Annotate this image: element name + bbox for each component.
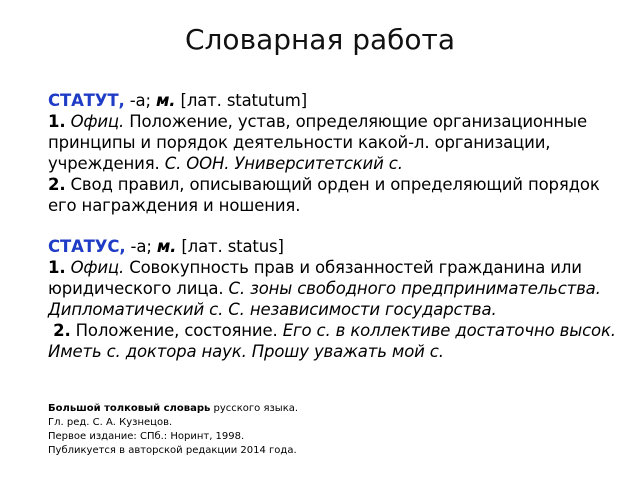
entry-header	[48, 236, 628, 257]
word-ending: -а;	[124, 91, 156, 110]
entry-header	[48, 90, 628, 111]
gender-mark: м.	[155, 91, 176, 110]
source-title: Большой толковый словарь	[48, 403, 211, 414]
source-citation	[48, 402, 608, 458]
sense-examples: С. зоны свободного предпринимательства. Дипломатический с. С. независимости государства.	[48, 279, 601, 319]
source-line-4: Публикуется в авторской редакции 2014 года.	[48, 445, 297, 456]
sense-1	[48, 257, 628, 320]
sense-definition: Свод правил, описывающий орден и определяющий порядок его награждения и ношения.	[48, 175, 600, 215]
dictionary-entry-status	[48, 236, 628, 362]
sense-number: 1.	[48, 258, 66, 277]
etymology: [лат. status]	[176, 237, 284, 256]
sense-number: 2.	[53, 321, 71, 340]
sense-examples: Его с. в коллективе достаточно высок. Иметь с. доктора наук. Прошу уважать мой с.	[48, 321, 616, 361]
sense-definition: Совокупность прав и обязанностей гражданина или юридического лица.	[48, 258, 582, 298]
sense-1	[48, 111, 628, 174]
sense-number: 1.	[48, 112, 66, 131]
gender-mark: м.	[156, 237, 177, 256]
dictionary-entry-statut	[48, 90, 628, 216]
sense-number: 2.	[48, 175, 66, 194]
sense-examples: С. ООН. Университетский с.	[164, 154, 403, 173]
source-line-3: Первое издание: СПб.: Норинт, 1998.	[48, 431, 245, 442]
usage-label: Офиц.	[70, 258, 125, 277]
headword-comma: ,	[119, 237, 126, 256]
sense-definition: Положение, устав, определяющие организационные принципы и порядок деятельности какой-л. организации, учреждения.	[48, 112, 588, 173]
etymology: [лат. statutum]	[175, 91, 308, 110]
sense-2	[48, 174, 628, 216]
headword: СТАТУТ	[48, 91, 119, 110]
usage-label: Офиц.	[70, 112, 125, 131]
sense-definition: Положение, состояние.	[70, 321, 283, 340]
headword: СТАТУС	[48, 237, 120, 256]
page-title: Словарная работа	[184, 23, 456, 56]
source-line-1	[48, 402, 608, 416]
source-line-2: Гл. ред. С. А. Кузнецов.	[48, 417, 173, 428]
source-title-rest: русского языка.	[210, 403, 299, 414]
sense-2	[48, 320, 628, 362]
headword-comma: ,	[118, 91, 125, 110]
word-ending: -а;	[125, 237, 157, 256]
